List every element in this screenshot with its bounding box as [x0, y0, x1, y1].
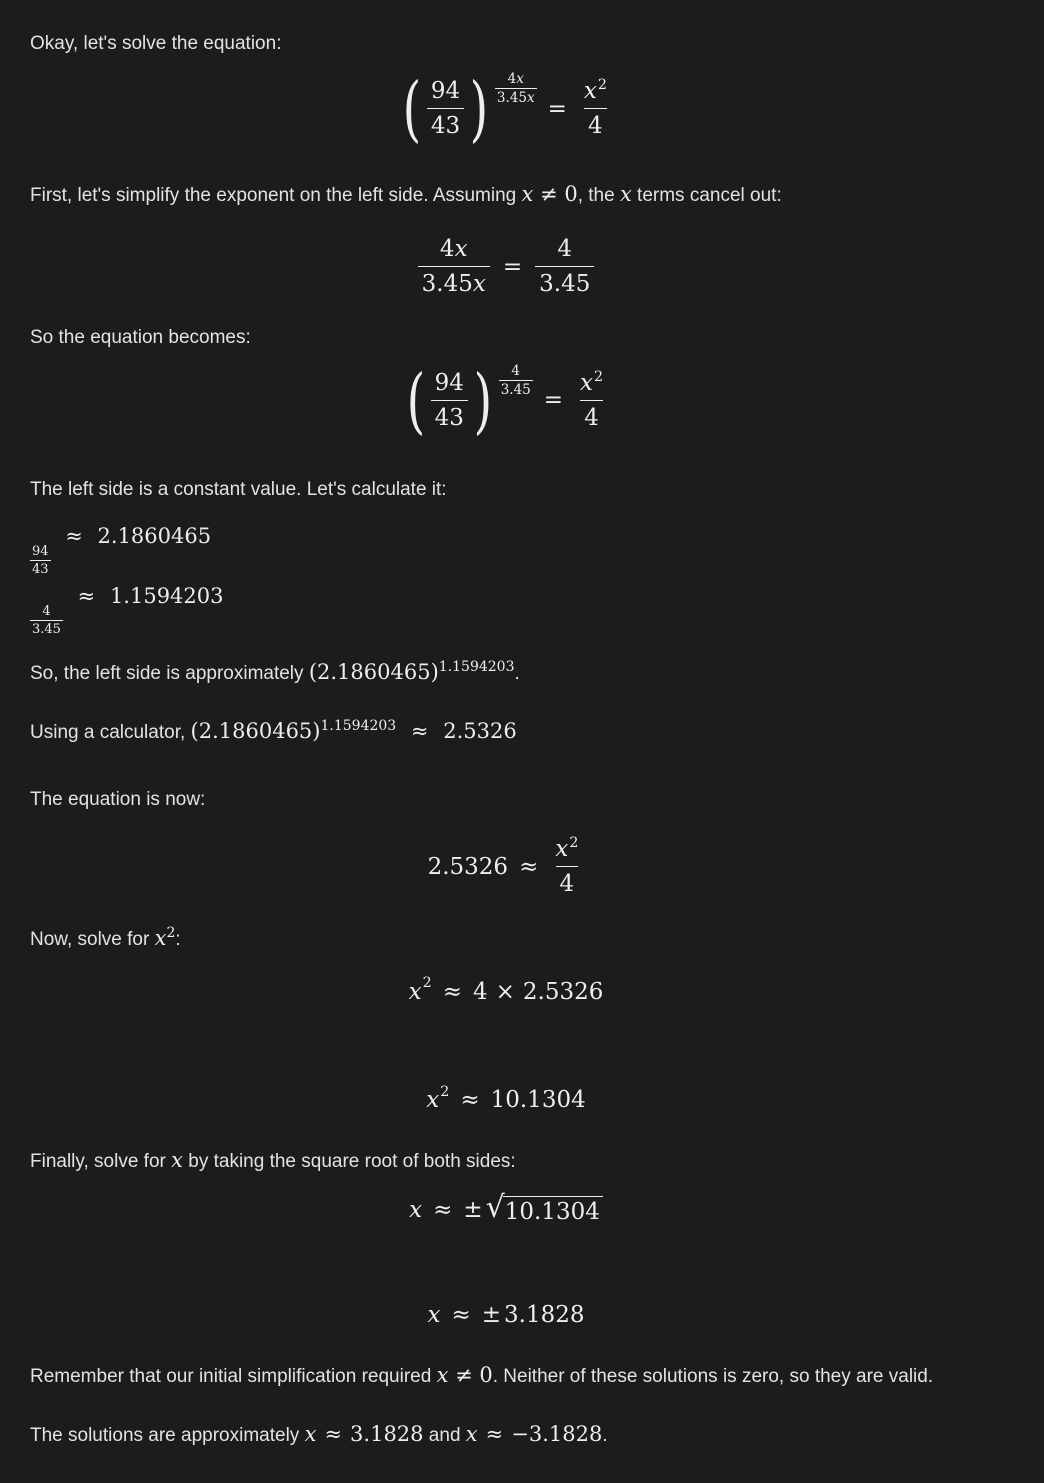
- fraction-94-43: $\frac{94}{43}$: [431, 370, 468, 432]
- equation-x-squared-value-row: x 2 ≈ 10.1304: [426, 1083, 586, 1114]
- var-x: x: [154, 925, 167, 950]
- equals-sign: =: [543, 387, 564, 414]
- paragraph-left-side-constant: The left side is a constant value. Let's calculate it:: [30, 478, 447, 500]
- fraction-4x-345x: $\frac{4x}{3.45x}$: [418, 236, 490, 298]
- neq-zero: ≠ 0: [448, 1363, 493, 1388]
- approx-sign: ≈: [451, 1301, 471, 1328]
- equation-x-squared-value: [30, 1083, 982, 1114]
- paragraph-equation-now: The equation is now:: [30, 789, 206, 810]
- power-value: 2.5326: [443, 719, 517, 743]
- math-line-ratio: [30, 524, 982, 578]
- fraction-x2-4: $\frac{x^2}{4}$: [583, 77, 607, 140]
- var-x: x: [408, 978, 422, 1005]
- paragraph-intro: Okay, let's solve the equation:: [30, 33, 282, 54]
- fraction-x2-4: $\frac{x^2}{4}$: [580, 368, 604, 432]
- power-value: 2.5326: [427, 853, 509, 880]
- plus-minus-sign: ±: [481, 1301, 502, 1328]
- solution-positive: [305, 1422, 424, 1446]
- approx-sign: ≈: [519, 853, 539, 880]
- approx-sign: ≈: [442, 978, 462, 1005]
- var-x: x: [171, 1147, 183, 1172]
- equation-x-squared-product-row: x 2 ≈ 4 × 2.5326: [408, 975, 604, 1005]
- power-value: 2.5326: [522, 978, 604, 1005]
- paragraph-solve-x-squared: Now, solve for $x^2$:: [30, 924, 181, 950]
- var-x: x: [427, 1301, 441, 1328]
- var-x: x: [521, 181, 534, 206]
- x-squared-value: 10.1304: [490, 1087, 586, 1114]
- equation-original-row: [399, 66, 613, 150]
- equation-x-squared-product: [30, 975, 982, 1005]
- var-x: x: [472, 271, 486, 298]
- neq-zero: ≠ 0: [533, 181, 578, 206]
- fraction-x2-4: $\frac{x^2}{4}$: [555, 835, 579, 898]
- fraction-4-345: $\frac{4}{3.45}$: [535, 236, 594, 298]
- var-x: x: [583, 78, 597, 104]
- power-expression: $(2.1860465)^{1.1594203} \approx 2.5326$: [190, 718, 517, 743]
- var-x: x: [580, 369, 594, 396]
- paragraph-remember-validity: Remember that our initial simplification required x ≠ 0. Neither of these solutions is zero, so they are valid.: [30, 1363, 934, 1388]
- equation-root-value-row: [427, 1302, 584, 1328]
- var-x: x: [465, 1422, 478, 1447]
- paragraph-using-calculator: Using a calculator, $(2.1860465)^{1.1594203} \approx 2.5326$: [30, 718, 517, 743]
- superscript-exponent: 1.1594203: [438, 659, 515, 675]
- paragraph-equation-becomes: So the equation becomes:: [30, 326, 251, 348]
- equation-exponent-row: [416, 236, 597, 298]
- paragraph-solutions: The solutions are approximately x ≈ 3.1828 and x ≈ −3.1828.: [30, 1422, 608, 1447]
- exponent-value: 1.1594203: [109, 583, 224, 608]
- equals-sign: =: [547, 95, 567, 122]
- var-x: x: [304, 1422, 317, 1447]
- superscript-two: 2: [166, 924, 176, 941]
- left-paren: (: [406, 358, 426, 442]
- neg-root-value: −3.1828: [511, 1422, 603, 1447]
- right-paren: ): [469, 66, 489, 150]
- var-x: x: [526, 90, 535, 107]
- ratio-value: 2.1860465: [97, 523, 212, 548]
- approx-sign: ≈: [65, 523, 83, 548]
- times-sign: ×: [495, 978, 515, 1005]
- approx-sign: ≈: [460, 1087, 480, 1114]
- equation-root-value: [30, 1302, 982, 1328]
- equals-sign: =: [502, 253, 523, 280]
- square-root: [485, 1189, 603, 1226]
- power-expression: $(2.1860465)^{1.1594203}$: [308, 659, 515, 684]
- root-value: 3.1828: [504, 1301, 585, 1328]
- equation-original: [30, 66, 982, 150]
- var-x: x: [619, 181, 632, 206]
- inline-fraction-4-345: $\frac{4}{3.45}$: [32, 603, 61, 638]
- equation-numeric-row: [428, 836, 585, 898]
- inline-fraction-94-43: $\frac{94}{43}$: [32, 543, 49, 578]
- var-x: x: [409, 1197, 423, 1224]
- equation-sqrt-row: [409, 1189, 603, 1226]
- equation-simplified: [30, 358, 982, 442]
- paragraph-simplify-exponent: First, let's simplify the exponent on the left side. Assuming x ≠ 0, the x terms cancel out:: [30, 181, 782, 206]
- approx-sign: ≈: [77, 583, 96, 608]
- var-x: x: [426, 1087, 440, 1114]
- left-paren: (: [402, 66, 422, 150]
- approx-sign: ≈: [324, 1422, 343, 1447]
- var-x: x: [516, 71, 524, 87]
- superscript-exponent: 1.1594203: [320, 718, 397, 734]
- approx-sign: ≈: [433, 1197, 453, 1224]
- exponent-fraction-4x-345x: $\frac{4x}{3.45x}$: [496, 71, 535, 107]
- equation-sqrt: [30, 1189, 982, 1226]
- root-value: 3.1828: [350, 1422, 424, 1447]
- right-paren: ): [473, 358, 493, 442]
- approx-sign: ≈: [485, 1422, 504, 1447]
- radicand: 10.1304: [503, 1196, 603, 1225]
- equation-exponent-simplification: [30, 236, 982, 298]
- var-x: x: [436, 1363, 449, 1388]
- radical-icon: √: [485, 1189, 505, 1225]
- paragraph-finally-sqrt: Finally, solve for x by taking the square root of both sides:: [30, 1147, 516, 1172]
- var-x: x: [555, 836, 569, 862]
- equation-simplified-row: [403, 358, 609, 442]
- math-line-exponent: [30, 584, 982, 638]
- solution-negative: [466, 1422, 603, 1446]
- var-x: x: [454, 235, 468, 262]
- exponent-fraction-4-345: $\frac{4}{3.45}$: [500, 362, 531, 398]
- plus-minus-sign: ±: [463, 1197, 483, 1224]
- fraction-94-43: $\frac{94}{43}$: [427, 78, 464, 140]
- paragraph-left-side-approx: So, the left side is approximately $(2.1860465)^{1.1594203}$.: [30, 659, 520, 684]
- equation-numeric: [30, 836, 982, 898]
- approx-sign: ≈: [410, 719, 429, 743]
